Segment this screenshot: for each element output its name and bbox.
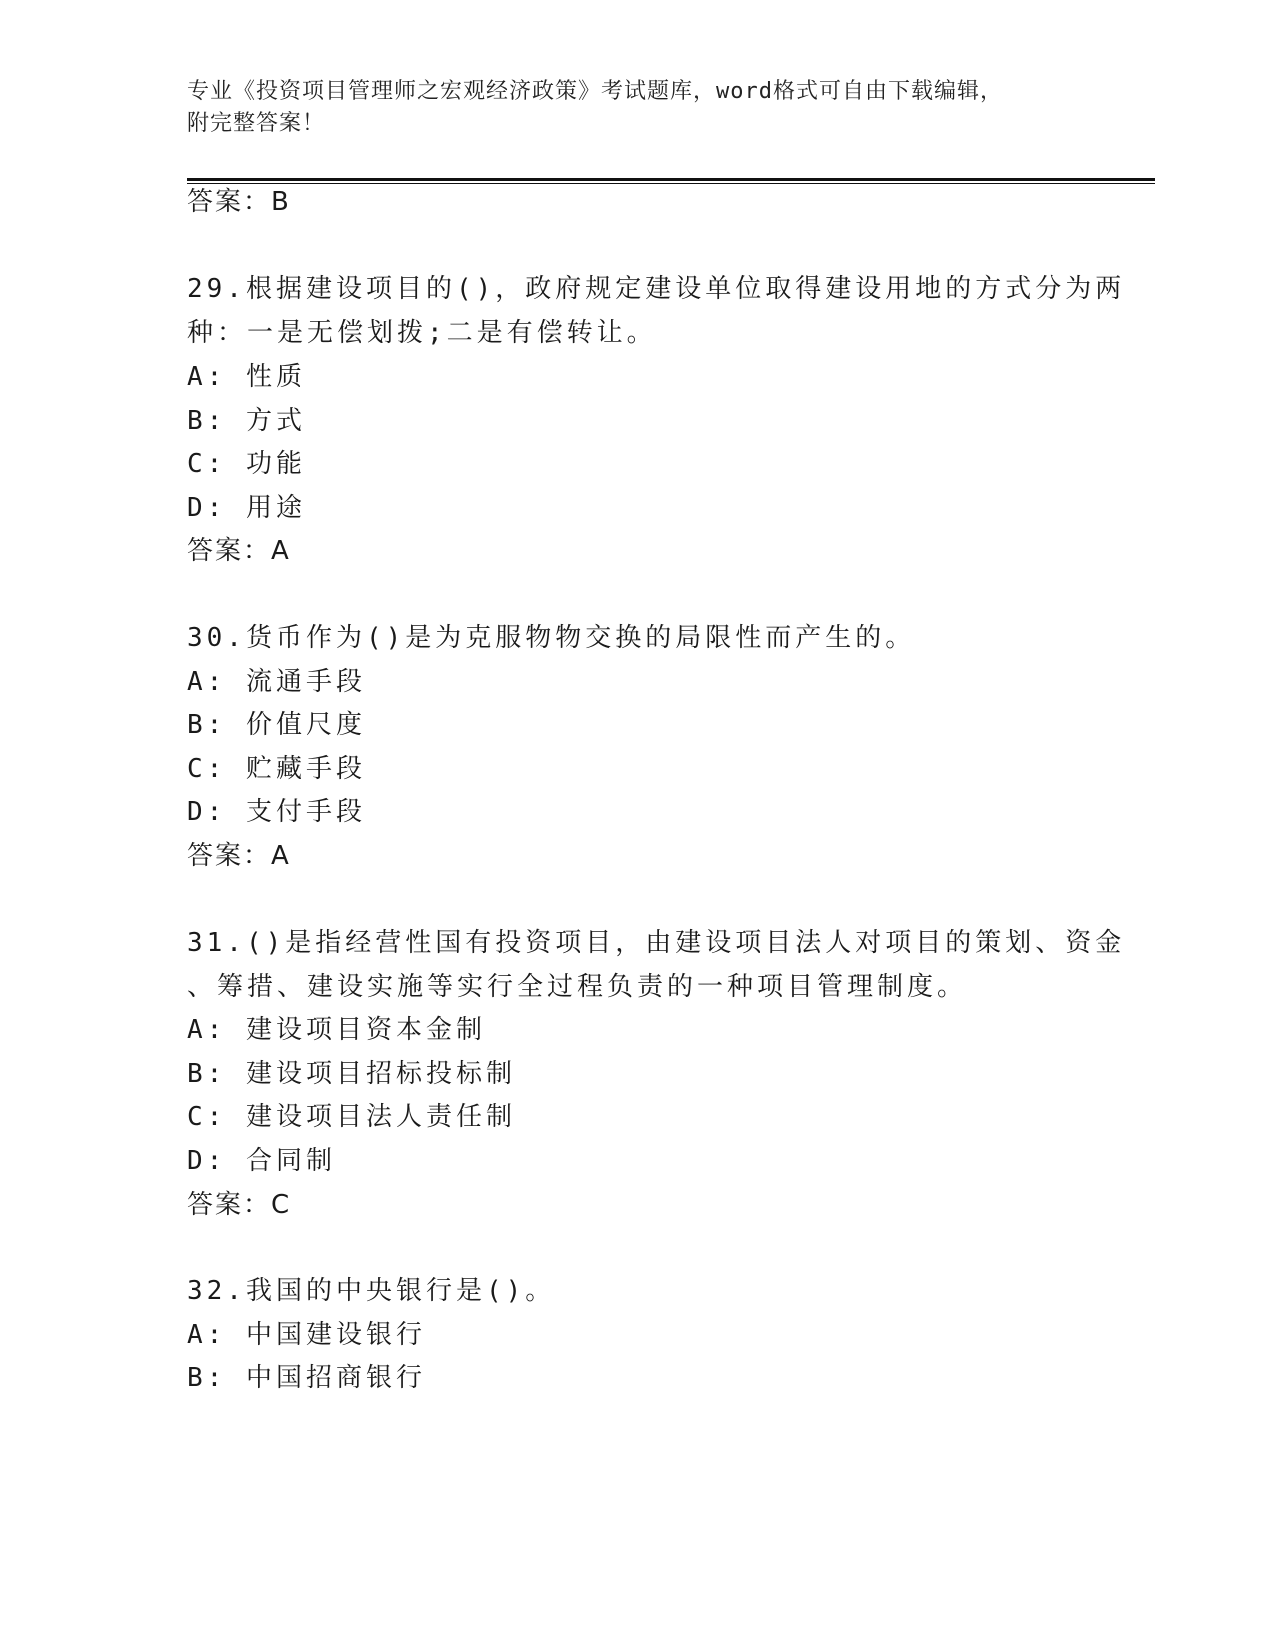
question-31-stem-line-1: 31.()是指经营性国有投资项目，由建设项目法人对项目的策划、资金 <box>187 928 1126 958</box>
question-31-option-a: A: 建设项目资本金制 <box>187 1015 486 1045</box>
question-29-stem-line-1: 29.根据建设项目的()，政府规定建设单位取得建设用地的方式分为两 <box>187 274 1126 304</box>
question-32-option-b: B: 中国招商银行 <box>187 1363 426 1393</box>
answer-prev: 答案：B <box>187 187 291 217</box>
question-31-option-b: B: 建设项目招标投标制 <box>187 1059 516 1089</box>
question-31-stem-line-2: 、筹措、建设实施等实行全过程负责的一种项目管理制度。 <box>187 972 968 1002</box>
question-32-stem-line-1: 32.我国的中央银行是()。 <box>187 1276 556 1306</box>
header-line-1: 专业《投资项目管理师之宏观经济政策》考试题库，word格式可自由下载编辑， <box>187 79 1003 104</box>
question-30-option-a: A: 流通手段 <box>187 667 366 697</box>
question-30-option-c: C: 贮藏手段 <box>187 754 366 784</box>
question-31-option-c: C: 建设项目法人责任制 <box>187 1102 516 1132</box>
question-32-option-a: A: 中国建设银行 <box>187 1320 426 1350</box>
question-30-answer: 答案：A <box>187 841 291 871</box>
question-30-stem-line-1: 30.货币作为()是为克服物物交换的局限性而产生的。 <box>187 623 916 653</box>
question-29-option-a: A: 性质 <box>187 362 306 392</box>
question-29-option-d: D: 用途 <box>187 493 306 523</box>
question-31-option-d: D: 合同制 <box>187 1146 336 1176</box>
header-divider <box>187 178 1155 184</box>
header-line-2: 附完整答案！ <box>187 111 326 136</box>
question-29-option-b: B: 方式 <box>187 406 306 436</box>
question-30-option-b: B: 价值尺度 <box>187 710 366 740</box>
question-29-answer: 答案：A <box>187 536 291 566</box>
question-31-answer: 答案：C <box>187 1190 292 1220</box>
question-29-stem-line-2: 种：一是无偿划拨;二是有偿转让。 <box>187 318 657 348</box>
question-30-option-d: D: 支付手段 <box>187 797 366 827</box>
question-29-option-c: C: 功能 <box>187 449 306 479</box>
document-header <box>187 76 1087 140</box>
